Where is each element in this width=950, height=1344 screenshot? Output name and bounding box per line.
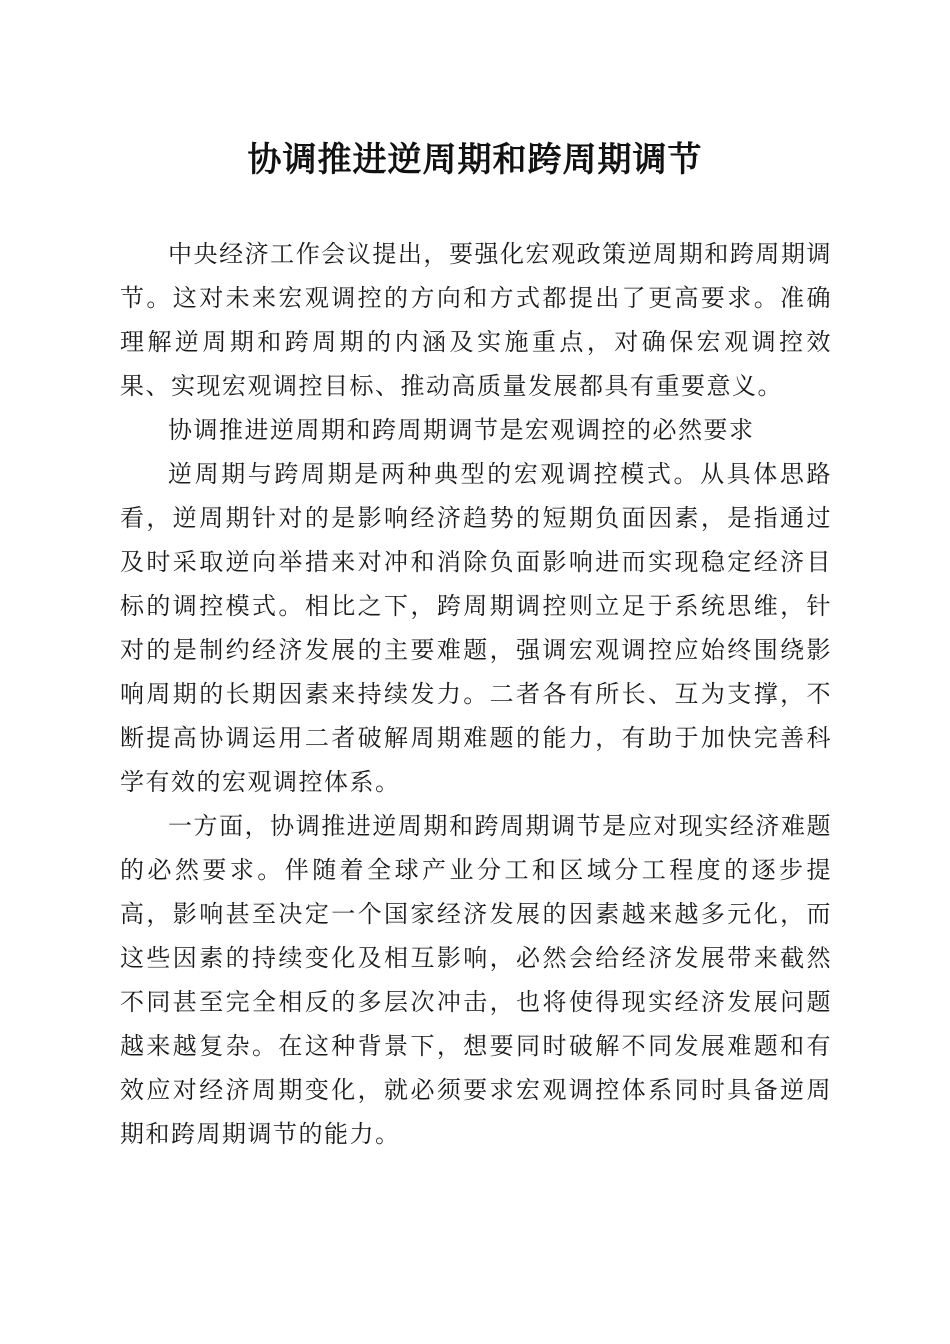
- paragraph-first-aspect: 一方面，协调推进逆周期和跨周期调节是应对现实经济难题的必然要求。伴随着全球产业分工和区域分工程度的逐步提高，影响甚至决定一个国家经济发展的因素越来越多元化，而这些因素的持续变化及相互影响，必然会给经济发展带来截然不同甚至完全相反的多层次冲击，也将使得现实经济发展问题越来越复杂。在这种背景下，想要同时破解不同发展难题和有效应对经济周期变化，就必须要求宏观调控体系同时具备逆周期和跨周期调节的能力。: [120, 812, 832, 1148]
- paragraph-modes: 逆周期与跨周期是两种典型的宏观调控模式。从具体思路看，逆周期针对的是影响经济趋势的短期负面因素，是指通过及时采取逆向举措来对冲和消除负面影响进而实现稳定经济目标的调控模式。相比之下，跨周期调控则立足于系统思维，针对的是制约经济发展的主要难题，强调宏观调控应始终围绕影响周期的长期因素来持续发力。二者各有所长、互为支撑，不断提高协调运用二者破解周期难题的能力，有助于加快完善科学有效的宏观调控体系。: [120, 460, 832, 796]
- document-body: [120, 232, 832, 1156]
- section-heading: 协调推进逆周期和跨周期调节是宏观调控的必然要求: [168, 416, 755, 444]
- document-title: 协调推进逆周期和跨周期调节: [247, 140, 703, 180]
- paragraph-intro: 中央经济工作会议提出，要强化宏观政策逆周期和跨周期调节。这对未来宏观调控的方向和方式都提出了更高要求。准确理解逆周期和跨周期的内涵及实施重点，对确保宏观调控效果、实现宏观调控目标、推动高质量发展都具有重要意义。: [120, 240, 832, 400]
